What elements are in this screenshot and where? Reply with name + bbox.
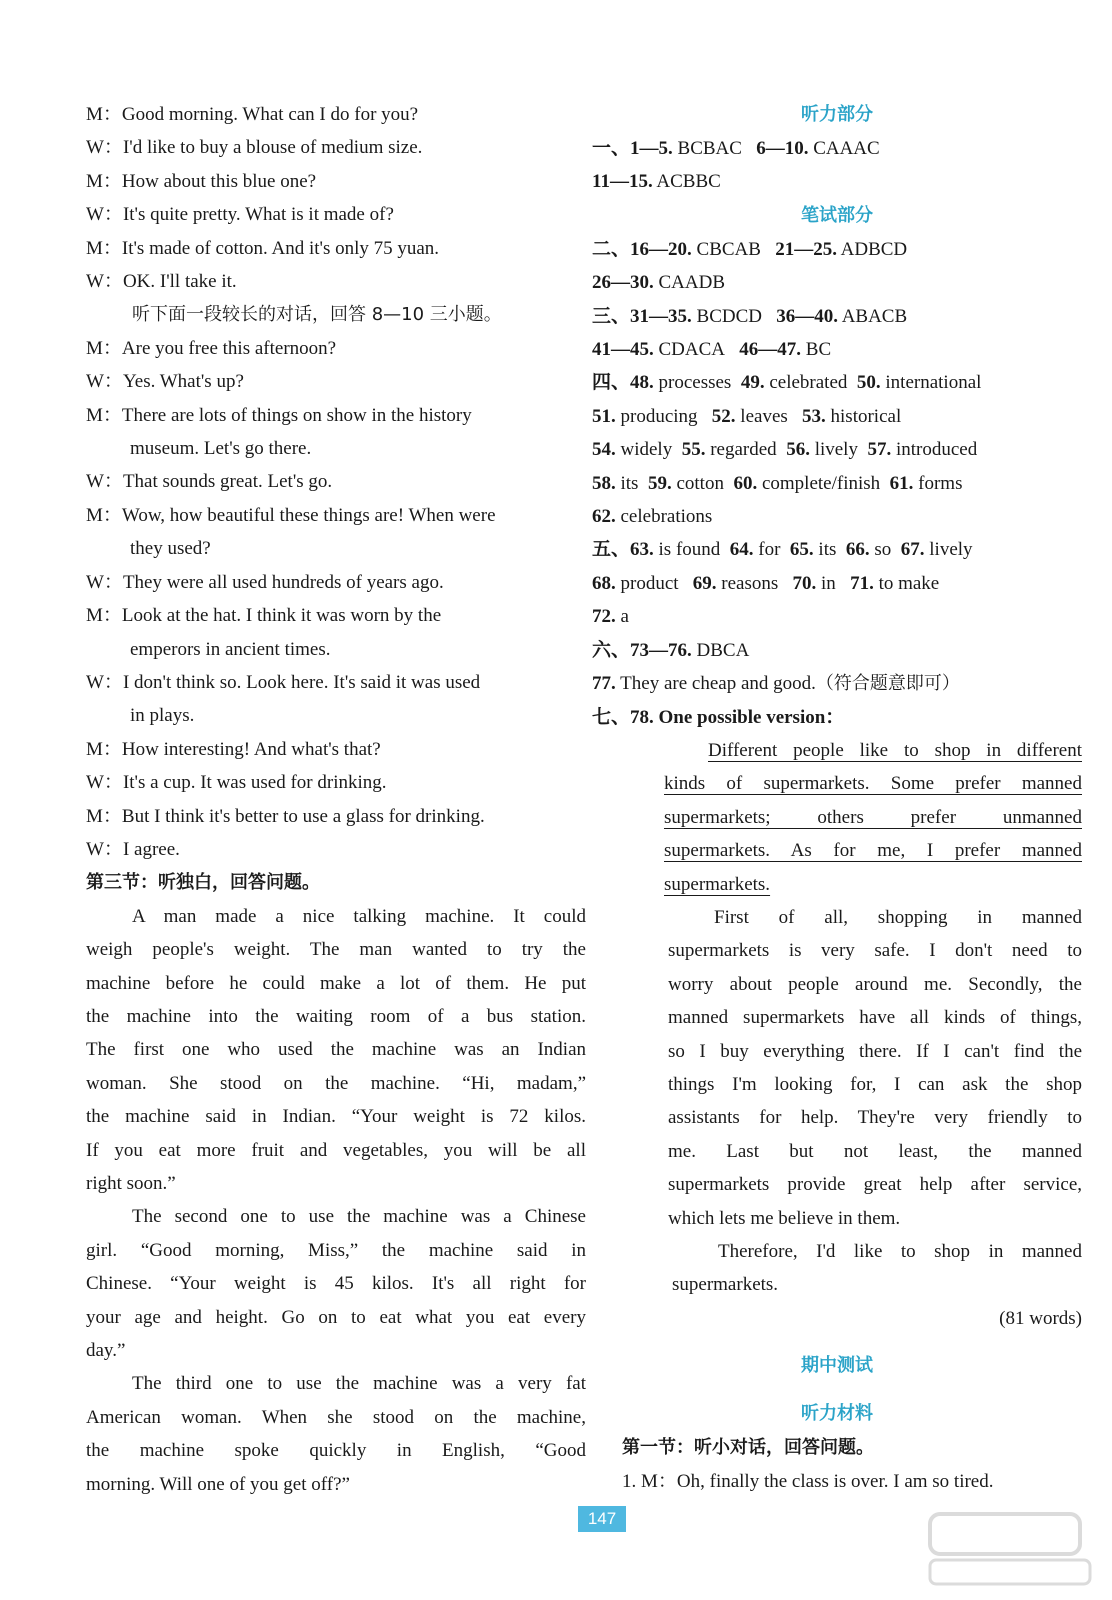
answer-row: 68. product 69. reasons 70. in 71. to make xyxy=(592,572,940,594)
dialogue-text: It's quite pretty. What is it made of? xyxy=(122,204,394,226)
dialogue-text: That sounds great. Let's go. xyxy=(122,471,333,493)
speaker-label: M： xyxy=(86,237,122,259)
speaker-label: M： xyxy=(86,504,122,526)
essay-line: supermarkets is very safe. I don't need to xyxy=(668,940,1082,962)
essay-underlined-line: kinds of supermarkets. Some prefer manned xyxy=(664,773,1082,795)
essay-line: supermarkets. xyxy=(672,1274,779,1296)
essay-underlined xyxy=(592,734,1082,901)
dialogue-text: Are you free this afternoon? xyxy=(121,337,337,359)
essay-line: assistants for help. They're very friendly to xyxy=(668,1107,1082,1129)
word-count: (81 words) xyxy=(999,1307,1082,1329)
speaker-label: W： xyxy=(86,671,123,693)
dialogue-line xyxy=(86,499,586,532)
answer-row: 77. They are cheap and good.（符合题意即可） xyxy=(592,673,960,695)
right-column xyxy=(592,98,1082,1498)
essay-line: which lets me believe in them. xyxy=(668,1207,901,1229)
answer-row: 51. producing 52. leaves 53. historical xyxy=(592,405,902,427)
essay-line: worry about people around me. Secondly, the xyxy=(668,973,1082,995)
dialogue-text: It's a cup. It was used for drinking. xyxy=(122,772,387,794)
essay-line: supermarkets provide great help after service, xyxy=(668,1174,1082,1196)
dialogue-continuation: museum. Let's go there. xyxy=(130,438,312,460)
dialogue-text: I'd like to buy a blouse of medium size. xyxy=(122,137,423,159)
watermark-logo xyxy=(920,1508,1100,1588)
monologue-line: your age and height. Go on to eat what you eat every xyxy=(86,1306,586,1328)
answer-row-essay-heading: 七、78. One possible version： xyxy=(592,706,845,728)
dialogue-text: Good morning. What can I do for you? xyxy=(121,104,419,125)
dialogue-text: Yes. What's up? xyxy=(122,371,244,393)
answer-row: 11—15. ACBBC xyxy=(592,171,721,193)
monologue-line: weigh people's weight. The man wanted to try the xyxy=(86,939,586,961)
dialogue-line xyxy=(86,98,586,131)
essay-line: things I'm looking for, I can ask the shop xyxy=(668,1073,1082,1095)
dialogue-2 xyxy=(86,332,586,867)
dialogue-text: I don't think so. Look here. It's said it was used xyxy=(122,671,481,693)
speaker-label: W： xyxy=(86,838,123,860)
dialogue-line xyxy=(86,365,586,398)
answer-row: 58. its 59. cotton 60. complete/finish 61. forms xyxy=(592,472,963,494)
instruction: 听下面一段较长的对话，回答 8—10 三小题。 xyxy=(132,304,502,326)
midterm-title: 期中测试 xyxy=(801,1355,873,1377)
essay-underlined-line: supermarkets; others prefer unmanned xyxy=(664,806,1082,828)
dialogue-line xyxy=(86,232,586,265)
speaker-label: W： xyxy=(86,471,123,493)
dialogue-line xyxy=(86,733,586,766)
dialogue-continuation: in plays. xyxy=(130,705,195,727)
page-number: 147 xyxy=(578,1506,626,1532)
dialogue-continuation: they used? xyxy=(130,538,211,560)
answer-row: 六、73—76. DBCA xyxy=(592,639,750,661)
speaker-label: W： xyxy=(86,137,123,159)
answer-row: 62. celebrations xyxy=(592,506,713,528)
dialogue-line xyxy=(86,399,586,432)
monologue-line: If you eat more fruit and vegetables, you will be all xyxy=(86,1139,586,1161)
left-column xyxy=(86,98,586,1501)
answer-row: 四、48. processes 49. celebrated 50. international xyxy=(592,372,982,394)
essay-line: me. Last but not least, the manned xyxy=(668,1140,1082,1162)
dialogue-continuation: emperors in ancient times. xyxy=(130,638,331,660)
speaker-label: M： xyxy=(86,337,122,359)
dialogue-line xyxy=(86,465,586,498)
dialogue-text: They were all used hundreds of years ago. xyxy=(122,571,444,593)
monologue-line: the machine into the waiting room of a bus station. xyxy=(86,1005,586,1027)
monologue-line: The third one to use the machine was a very fat xyxy=(132,1373,586,1395)
dialogue-line xyxy=(86,666,586,699)
answer-row: 26—30. CAADB xyxy=(592,272,726,294)
essay-line: Therefore, I'd like to shop in manned xyxy=(718,1241,1082,1262)
speaker-label: M： xyxy=(86,104,122,125)
dialogue-text: I agree. xyxy=(122,838,180,860)
dialogue-text: OK. I'll take it. xyxy=(122,271,237,293)
monologue-line: girl. “Good morning, Miss,” the machine said in xyxy=(86,1239,586,1261)
answer-row: 72. a xyxy=(592,606,629,628)
question-1: 1. M：Oh, finally the class is over. I am so tired. xyxy=(622,1470,994,1492)
monologue-line: morning. Will one of you get off?” xyxy=(86,1473,350,1495)
speaker-label: W： xyxy=(86,772,123,794)
answer-row: 三、31—35. BCDCD 36—40. ABACB xyxy=(592,305,908,327)
dialogue-text: Look at the hat. I think it was worn by the xyxy=(121,605,442,627)
dialogue-text: But I think it's better to use a glass for drinking. xyxy=(121,805,485,827)
speaker-label: M： xyxy=(86,605,122,627)
monologue-line: A man made a nice talking machine. It could xyxy=(132,905,586,927)
dialogue-line xyxy=(86,332,586,365)
dialogue-line xyxy=(86,566,586,599)
essay-underlined-line: Different people like to shop in different xyxy=(708,739,1082,761)
essay-underlined-line: supermarkets. As for me, I prefer manned xyxy=(664,840,1082,862)
dialogue-text: How about this blue one? xyxy=(121,170,317,192)
monologue-line: the machine spoke quickly in English, “Good xyxy=(86,1440,586,1462)
section1-heading: 第一节：听小对话，回答问题。 xyxy=(622,1437,874,1459)
monologue-line: The second one to use the machine was a Chinese xyxy=(132,1206,586,1228)
dialogue-line xyxy=(86,599,586,632)
essay-end xyxy=(592,1235,1082,1302)
answer-row: 41—45. CDACA 46—47. BC xyxy=(592,339,832,361)
monologue-line: day.” xyxy=(86,1340,126,1362)
monologue-line: Chinese. “Your weight is 45 kilos. It's all right for xyxy=(86,1273,586,1295)
speaker-label: W： xyxy=(86,271,123,293)
monologue-line: The first one who used the machine was an Indian xyxy=(86,1039,586,1061)
monologue-line: the machine said in Indian. “Your weight is 72 kilos. xyxy=(86,1106,586,1128)
speaker-label: W： xyxy=(86,371,123,393)
dialogue-text: Wow, how beautiful these things are! When were xyxy=(121,504,496,526)
monologue-line: machine before he could make a lot of them. He put xyxy=(86,972,586,994)
listening-title: 听力部分 xyxy=(801,104,873,125)
speaker-label: M： xyxy=(86,170,122,192)
speaker-label: W： xyxy=(86,571,123,593)
speaker-label: M： xyxy=(86,738,122,760)
speaker-label: M： xyxy=(86,805,122,827)
answer-row: 一、1—5. BCBAC 6—10. CAAAC xyxy=(592,138,880,159)
essay-line: First of all, shopping in manned xyxy=(714,906,1082,928)
answer-row: 五、63. is found 64. for 65. its 66. so 67. lively xyxy=(592,539,973,561)
answer-row: 54. widely 55. regarded 56. lively 57. introduced xyxy=(592,439,978,461)
dialogue-line xyxy=(86,766,586,799)
dialogue-text: It's made of cotton. And it's only 75 yuan. xyxy=(121,237,440,259)
speaker-label: M： xyxy=(86,404,122,426)
monologue xyxy=(86,900,586,1501)
monologue-line: right soon.” xyxy=(86,1173,176,1194)
answer-row: 二、16—20. CBCAB 21—25. ADBCD xyxy=(592,238,908,260)
dialogue-line xyxy=(86,800,586,833)
essay-body xyxy=(592,901,1082,1235)
monologue-line: woman. She stood on the machine. “Hi, madam,” xyxy=(86,1072,586,1094)
dialogue-text: There are lots of things on show in the history xyxy=(121,404,472,426)
section3-heading: 第三节：听独白，回答问题。 xyxy=(86,872,320,894)
written-title: 笔试部分 xyxy=(801,204,873,226)
dialogue-text: How interesting! And what's that? xyxy=(121,738,381,760)
essay-underlined-line: supermarkets. xyxy=(664,873,771,895)
dialogue-line xyxy=(86,198,586,231)
monologue-line: American woman. When she stood on the machine, xyxy=(86,1406,586,1428)
dialogue-line xyxy=(86,165,586,198)
dialogue-1 xyxy=(86,98,586,298)
dialogue-line xyxy=(86,833,586,866)
speaker-label: W： xyxy=(86,204,123,226)
dialogue-line xyxy=(86,265,586,298)
listening-material-title: 听力材料 xyxy=(801,1403,873,1425)
dialogue-line xyxy=(86,131,586,164)
essay-line: so I buy everything there. If I can't find the xyxy=(668,1040,1082,1062)
essay-line: manned supermarkets have all kinds of things, xyxy=(668,1007,1082,1029)
